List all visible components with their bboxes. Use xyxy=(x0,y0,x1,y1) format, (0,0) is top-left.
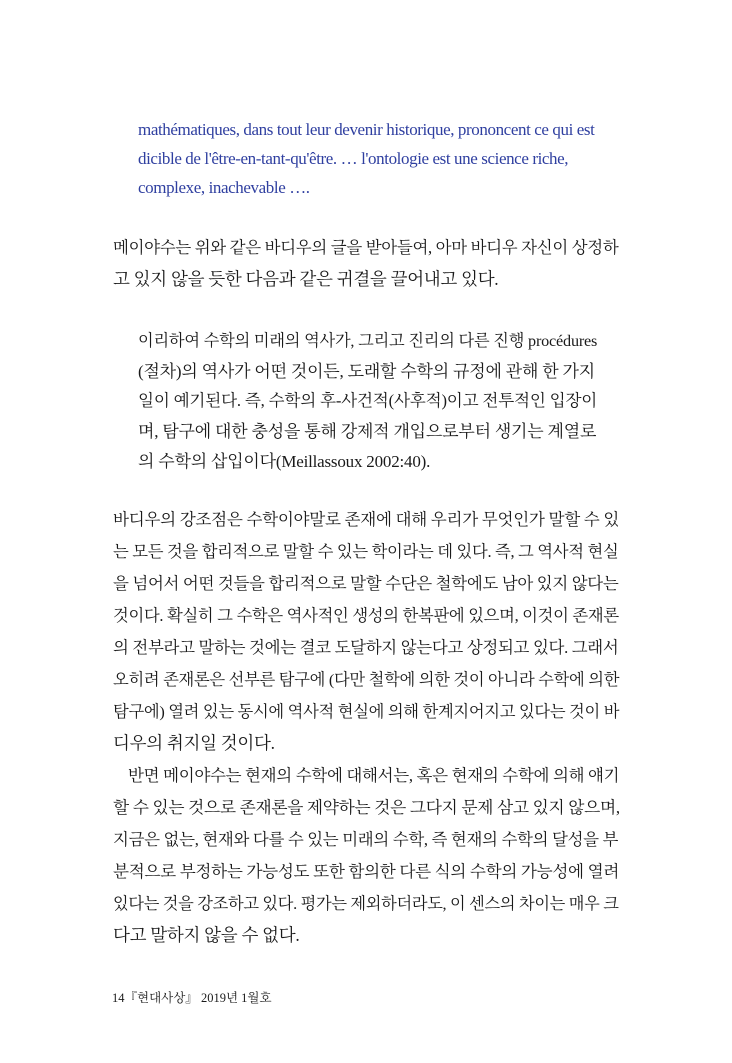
body-line: 지금은 없는, 현재와 다를 수 있는 미래의 수학, 즉 현재의 수학의 달성을 부 xyxy=(113,830,619,849)
block-quote-line: 이리하여 수학의 미래의 역사가, 그리고 진리의 다른 진행 procédures xyxy=(138,332,598,350)
body-line: 는 모든 것을 합리적으로 말할 수 있는 학이라는 데 있다. 즉, 그 역사적 현실 xyxy=(113,542,619,561)
body-line: 반면 메이야수는 현재의 수학에 대해서는, 혹은 현재의 수학에 의해 얘기 xyxy=(128,766,620,785)
body-line: 다고 말하지 않을 수 없다. xyxy=(113,925,300,945)
block-quote-line: 일이 예기된다. 즉, 수학의 후-사건적(사후적)이고 전투적인 입장이 xyxy=(138,391,598,410)
body-line: 의 전부라고 말하는 것에는 결코 도달하지 않는다고 상정되고 있다. 그래서 xyxy=(113,638,619,657)
body-line: 디우의 취지일 것이다. xyxy=(113,733,275,753)
body-line: 분적으로 부정하는 가능성도 또한 함의한 다른 식의 수학의 가능성에 열려 xyxy=(113,862,620,881)
french-quote-line: complexe, inachevable …. xyxy=(138,178,310,197)
body-line: 고 있지 않을 듯한 다음과 같은 귀결을 끌어내고 있다. xyxy=(113,269,499,289)
block-quote-line: 의 수학의 삽입이다(Meillassoux 2002:40). xyxy=(138,452,431,471)
issue-label: 2019년 1월호 xyxy=(200,991,272,1005)
page-footer xyxy=(112,988,272,1006)
french-quote-line: dicible de l'être-en-tant-qu'être. … l'ontologie est une science riche, xyxy=(138,149,569,168)
body-line: 것이다. 확실히 그 수학은 역사적인 생성의 한복판에 있으며, 이것이 존재론 xyxy=(113,606,619,625)
body-line: 있다는 것을 강조하고 있다. 평가는 제외하더라도, 이 센스의 차이는 매우 크 xyxy=(113,895,619,913)
body-line: 오히려 존재론은 선부른 탐구에 (다만 철학에 의한 것이 아니라 수학에 의한 xyxy=(113,670,620,689)
body-line: 메이야수는 위와 같은 바디우의 글을 받아들여, 아마 바디우 자신이 상정하 xyxy=(113,238,619,257)
page-number: 14 xyxy=(112,991,125,1005)
body-line: 을 넘어서 어떤 것들을 합리적으로 말할 수단은 철학에도 남아 있지 않다는 xyxy=(113,574,619,593)
body-line: 바디우의 강조점은 수학이야말로 존재에 대해 우리가 무엇인가 말할 수 있 xyxy=(113,510,620,529)
block-quote-line: 며, 탐구에 대한 충성을 통해 강제적 개입으로부터 생기는 계열로 xyxy=(138,422,597,441)
french-quote-line: mathématiques, dans tout leur devenir historique, prononcent ce qui est xyxy=(138,120,595,139)
body-line: 할 수 있는 것으로 존재론을 제약하는 것은 그다지 문제 삼고 있지 않으며, xyxy=(113,798,620,817)
block-quote-line: (절차)의 역사가 어떤 것이든, 도래할 수학의 규정에 관해 한 가지 xyxy=(138,362,595,381)
body-line: 탐구에) 열려 있는 동시에 역사적 현실에 의해 한계지어지고 있다는 것이 바 xyxy=(113,702,620,721)
journal-title: 『현대사상』 xyxy=(124,991,198,1005)
